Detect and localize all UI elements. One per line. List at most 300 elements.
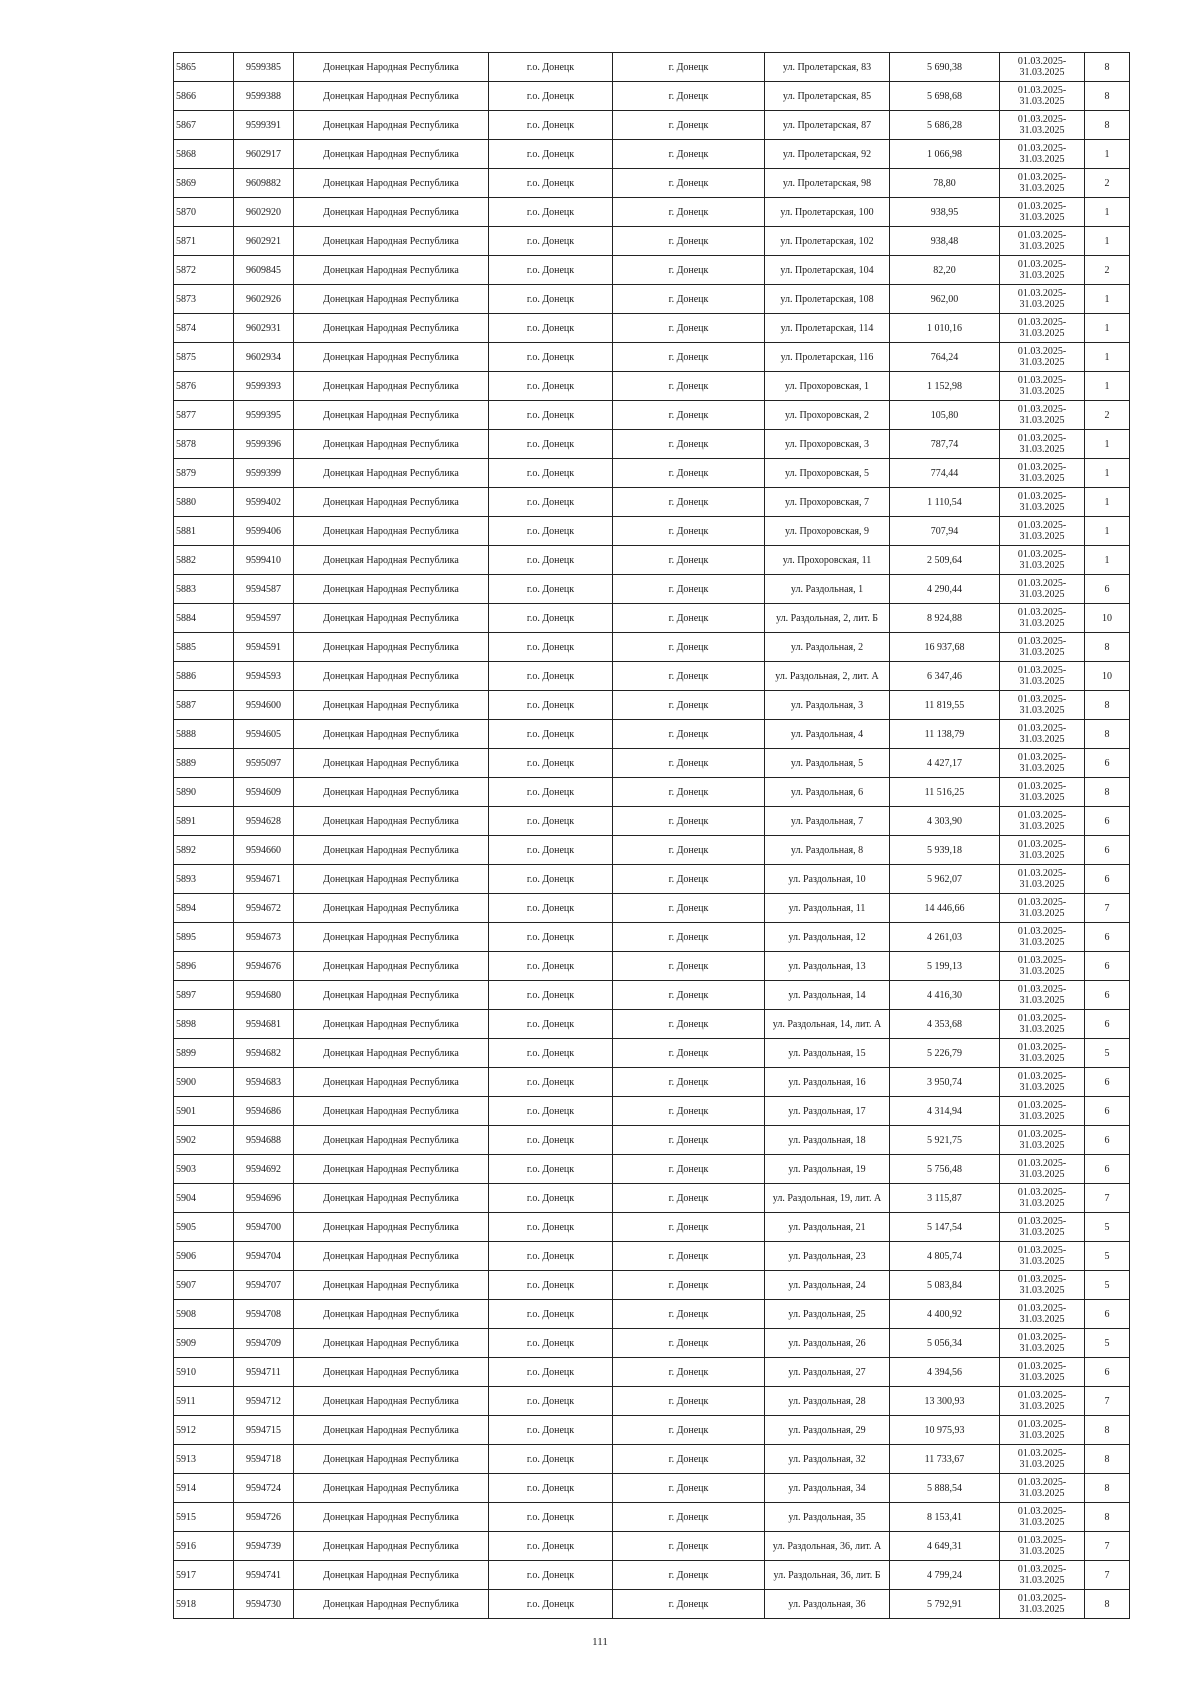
period-start: 01.03.2025- (1017, 810, 1067, 821)
period-cell (1000, 314, 1085, 343)
row-number-cell: 5890 (174, 778, 234, 807)
municipal-district-cell: г.о. Донецк (489, 1387, 613, 1416)
period-start: 01.03.2025- (1017, 462, 1067, 473)
row-number-cell: 5900 (174, 1068, 234, 1097)
count-cell: 1 (1085, 343, 1130, 372)
table-row (174, 1213, 1130, 1242)
count-cell: 1 (1085, 198, 1130, 227)
table-row (174, 430, 1130, 459)
cadastral-number-cell: 9594609 (234, 778, 294, 807)
address-cell: ул. Раздольная, 25 (765, 1300, 890, 1329)
municipal-district-cell: г.о. Донецк (489, 1068, 613, 1097)
municipal-district-cell: г.о. Донецк (489, 459, 613, 488)
period-start: 01.03.2025- (1017, 694, 1067, 705)
city-cell: г. Донецк (613, 459, 765, 488)
municipal-district-cell: г.о. Донецк (489, 1126, 613, 1155)
period-end: 31.03.2025 (1019, 647, 1065, 658)
period-end: 31.03.2025 (1019, 1604, 1065, 1615)
count-cell: 1 (1085, 285, 1130, 314)
period-start: 01.03.2025- (1017, 56, 1067, 67)
municipal-district-cell: г.о. Донецк (489, 488, 613, 517)
city-cell: г. Донецк (613, 952, 765, 981)
cadastral-number-cell: 9594741 (234, 1561, 294, 1590)
row-number-cell: 5871 (174, 227, 234, 256)
period-end: 31.03.2025 (1019, 96, 1065, 107)
cadastral-number-cell: 9594688 (234, 1126, 294, 1155)
period-cell (1000, 1155, 1085, 1184)
region-cell: Донецкая Народная Республика (294, 1590, 489, 1619)
period-start: 01.03.2025- (1017, 1042, 1067, 1053)
city-cell: г. Донецк (613, 1358, 765, 1387)
area-cell: 8 924,88 (890, 604, 1000, 633)
area-cell: 5 792,91 (890, 1590, 1000, 1619)
municipal-district-cell: г.о. Донецк (489, 314, 613, 343)
table-row (174, 1387, 1130, 1416)
table-row (174, 517, 1130, 546)
table-row (174, 53, 1130, 82)
municipal-district-cell: г.о. Донецк (489, 372, 613, 401)
table-row (174, 227, 1130, 256)
address-cell: ул. Раздольная, 10 (765, 865, 890, 894)
city-cell: г. Донецк (613, 662, 765, 691)
municipal-district-cell: г.о. Донецк (489, 1271, 613, 1300)
table-row (174, 256, 1130, 285)
count-cell: 8 (1085, 720, 1130, 749)
row-number-cell: 5899 (174, 1039, 234, 1068)
row-number-cell: 5895 (174, 923, 234, 952)
region-cell: Донецкая Народная Республика (294, 1416, 489, 1445)
cadastral-number-cell: 9594707 (234, 1271, 294, 1300)
municipal-district-cell: г.о. Донецк (489, 836, 613, 865)
period-cell (1000, 198, 1085, 227)
city-cell: г. Донецк (613, 1503, 765, 1532)
cadastral-number-cell: 9594672 (234, 894, 294, 923)
cadastral-number-cell: 9594715 (234, 1416, 294, 1445)
table-row (174, 749, 1130, 778)
municipal-district-cell: г.о. Донецк (489, 256, 613, 285)
address-cell: ул. Пролетарская, 114 (765, 314, 890, 343)
address-cell: ул. Раздольная, 12 (765, 923, 890, 952)
table-row (174, 401, 1130, 430)
cadastral-number-cell: 9599406 (234, 517, 294, 546)
period-end: 31.03.2025 (1019, 1343, 1065, 1354)
count-cell: 1 (1085, 459, 1130, 488)
period-cell (1000, 1532, 1085, 1561)
period-start: 01.03.2025- (1017, 1187, 1067, 1198)
city-cell: г. Донецк (613, 778, 765, 807)
area-cell: 764,24 (890, 343, 1000, 372)
period-end: 31.03.2025 (1019, 1053, 1065, 1064)
cadastral-number-cell: 9602917 (234, 140, 294, 169)
table-row (174, 633, 1130, 662)
count-cell: 10 (1085, 604, 1130, 633)
row-number-cell: 5888 (174, 720, 234, 749)
row-number-cell: 5894 (174, 894, 234, 923)
period-cell (1000, 575, 1085, 604)
region-cell: Донецкая Народная Республика (294, 1068, 489, 1097)
row-number-cell: 5897 (174, 981, 234, 1010)
region-cell: Донецкая Народная Республика (294, 459, 489, 488)
address-cell: ул. Раздольная, 19, лит. А (765, 1184, 890, 1213)
period-start: 01.03.2025- (1017, 636, 1067, 647)
cadastral-number-cell: 9602931 (234, 314, 294, 343)
period-end: 31.03.2025 (1019, 589, 1065, 600)
cadastral-number-cell: 9594683 (234, 1068, 294, 1097)
city-cell: г. Донецк (613, 1039, 765, 1068)
city-cell: г. Донецк (613, 1445, 765, 1474)
region-cell: Донецкая Народная Республика (294, 372, 489, 401)
period-end: 31.03.2025 (1019, 676, 1065, 687)
period-start: 01.03.2025- (1017, 1506, 1067, 1517)
city-cell: г. Донецк (613, 1126, 765, 1155)
period-end: 31.03.2025 (1019, 850, 1065, 861)
area-cell: 938,95 (890, 198, 1000, 227)
cadastral-number-cell: 9599396 (234, 430, 294, 459)
cadastral-number-cell: 9594660 (234, 836, 294, 865)
region-cell: Донецкая Народная Республика (294, 488, 489, 517)
period-cell (1000, 1271, 1085, 1300)
cadastral-number-cell: 9594605 (234, 720, 294, 749)
area-cell: 5 962,07 (890, 865, 1000, 894)
period-start: 01.03.2025- (1017, 172, 1067, 183)
municipal-district-cell: г.о. Донецк (489, 691, 613, 720)
period-cell (1000, 1126, 1085, 1155)
row-number-cell: 5865 (174, 53, 234, 82)
row-number-cell: 5911 (174, 1387, 234, 1416)
table-row (174, 1155, 1130, 1184)
page-number: 111 (592, 1636, 608, 1648)
period-end: 31.03.2025 (1019, 183, 1065, 194)
table-row (174, 1474, 1130, 1503)
city-cell: г. Донецк (613, 82, 765, 111)
city-cell: г. Донецк (613, 285, 765, 314)
municipal-district-cell: г.о. Донецк (489, 1184, 613, 1213)
table-row (174, 662, 1130, 691)
address-cell: ул. Прохоровская, 7 (765, 488, 890, 517)
region-cell: Донецкая Народная Республика (294, 256, 489, 285)
period-cell (1000, 1387, 1085, 1416)
count-cell: 6 (1085, 923, 1130, 952)
address-cell: ул. Раздольная, 32 (765, 1445, 890, 1474)
address-cell: ул. Раздольная, 13 (765, 952, 890, 981)
table-row (174, 546, 1130, 575)
period-end: 31.03.2025 (1019, 1546, 1065, 1557)
municipal-district-cell: г.о. Донецк (489, 1445, 613, 1474)
period-cell (1000, 459, 1085, 488)
city-cell: г. Донецк (613, 546, 765, 575)
row-number-cell: 5868 (174, 140, 234, 169)
city-cell: г. Донецк (613, 372, 765, 401)
cadastral-number-cell: 9594600 (234, 691, 294, 720)
period-end: 31.03.2025 (1019, 879, 1065, 890)
table-row (174, 1010, 1130, 1039)
table-row (174, 343, 1130, 372)
address-cell: ул. Раздольная, 27 (765, 1358, 890, 1387)
period-end: 31.03.2025 (1019, 444, 1065, 455)
address-cell: ул. Раздольная, 2, лит. Б (765, 604, 890, 633)
period-start: 01.03.2025- (1017, 839, 1067, 850)
region-cell: Донецкая Народная Республика (294, 575, 489, 604)
area-cell: 5 147,54 (890, 1213, 1000, 1242)
area-cell: 938,48 (890, 227, 1000, 256)
area-cell: 962,00 (890, 285, 1000, 314)
region-cell: Донецкая Народная Республика (294, 1474, 489, 1503)
registry-table (173, 52, 1130, 1619)
table-row (174, 1097, 1130, 1126)
cadastral-number-cell: 9594680 (234, 981, 294, 1010)
period-end: 31.03.2025 (1019, 1430, 1065, 1441)
period-end: 31.03.2025 (1019, 1256, 1065, 1267)
municipal-district-cell: г.о. Донецк (489, 633, 613, 662)
cadastral-number-cell: 9594739 (234, 1532, 294, 1561)
city-cell: г. Донецк (613, 1184, 765, 1213)
municipal-district-cell: г.о. Донецк (489, 1532, 613, 1561)
address-cell: ул. Раздольная, 7 (765, 807, 890, 836)
region-cell: Донецкая Народная Республика (294, 1155, 489, 1184)
table-row (174, 1126, 1130, 1155)
municipal-district-cell: г.о. Донецк (489, 1097, 613, 1126)
municipal-district-cell: г.о. Донецк (489, 1503, 613, 1532)
municipal-district-cell: г.о. Донецк (489, 1010, 613, 1039)
count-cell: 7 (1085, 1387, 1130, 1416)
count-cell: 7 (1085, 1532, 1130, 1561)
row-number-cell: 5901 (174, 1097, 234, 1126)
period-end: 31.03.2025 (1019, 1517, 1065, 1528)
row-number-cell: 5915 (174, 1503, 234, 1532)
region-cell: Донецкая Народная Республика (294, 227, 489, 256)
period-start: 01.03.2025- (1017, 1390, 1067, 1401)
row-number-cell: 5884 (174, 604, 234, 633)
city-cell: г. Донецк (613, 198, 765, 227)
table-row (174, 1532, 1130, 1561)
cadastral-number-cell: 9602926 (234, 285, 294, 314)
period-start: 01.03.2025- (1017, 114, 1067, 125)
cadastral-number-cell: 9594711 (234, 1358, 294, 1387)
region-cell: Донецкая Народная Республика (294, 952, 489, 981)
region-cell: Донецкая Народная Республика (294, 314, 489, 343)
municipal-district-cell: г.о. Донецк (489, 720, 613, 749)
period-cell (1000, 256, 1085, 285)
count-cell: 5 (1085, 1039, 1130, 1068)
municipal-district-cell: г.о. Донецк (489, 923, 613, 952)
address-cell: ул. Раздольная, 4 (765, 720, 890, 749)
period-cell (1000, 169, 1085, 198)
period-end: 31.03.2025 (1019, 821, 1065, 832)
address-cell: ул. Пролетарская, 116 (765, 343, 890, 372)
table-row (174, 169, 1130, 198)
table-row (174, 140, 1130, 169)
region-cell: Донецкая Народная Республика (294, 1242, 489, 1271)
count-cell: 6 (1085, 807, 1130, 836)
period-end: 31.03.2025 (1019, 705, 1065, 716)
address-cell: ул. Прохоровская, 3 (765, 430, 890, 459)
municipal-district-cell: г.о. Донецк (489, 546, 613, 575)
area-cell: 4 799,24 (890, 1561, 1000, 1590)
area-cell: 11 733,67 (890, 1445, 1000, 1474)
region-cell: Донецкая Народная Республика (294, 633, 489, 662)
cadastral-number-cell: 9599385 (234, 53, 294, 82)
period-cell (1000, 430, 1085, 459)
area-cell: 4 290,44 (890, 575, 1000, 604)
count-cell: 1 (1085, 140, 1130, 169)
count-cell: 8 (1085, 778, 1130, 807)
period-start: 01.03.2025- (1017, 375, 1067, 386)
period-cell (1000, 1358, 1085, 1387)
period-cell (1000, 82, 1085, 111)
period-end: 31.03.2025 (1019, 473, 1065, 484)
municipal-district-cell: г.о. Донецк (489, 1155, 613, 1184)
count-cell: 6 (1085, 1010, 1130, 1039)
count-cell: 6 (1085, 1358, 1130, 1387)
city-cell: г. Донецк (613, 314, 765, 343)
period-start: 01.03.2025- (1017, 1419, 1067, 1430)
area-cell: 13 300,93 (890, 1387, 1000, 1416)
municipal-district-cell: г.о. Донецк (489, 952, 613, 981)
area-cell: 5 939,18 (890, 836, 1000, 865)
region-cell: Донецкая Народная Республика (294, 923, 489, 952)
period-cell (1000, 952, 1085, 981)
area-cell: 4 400,92 (890, 1300, 1000, 1329)
count-cell: 1 (1085, 227, 1130, 256)
period-cell (1000, 691, 1085, 720)
count-cell: 5 (1085, 1271, 1130, 1300)
region-cell: Донецкая Народная Республика (294, 865, 489, 894)
region-cell: Донецкая Народная Республика (294, 1300, 489, 1329)
municipal-district-cell: г.о. Донецк (489, 285, 613, 314)
area-cell: 4 314,94 (890, 1097, 1000, 1126)
row-number-cell: 5891 (174, 807, 234, 836)
period-start: 01.03.2025- (1017, 1158, 1067, 1169)
table-row (174, 1329, 1130, 1358)
period-cell (1000, 1039, 1085, 1068)
table-row (174, 372, 1130, 401)
period-end: 31.03.2025 (1019, 734, 1065, 745)
period-end: 31.03.2025 (1019, 1459, 1065, 1470)
table-row (174, 1416, 1130, 1445)
region-cell: Донецкая Народная Республика (294, 140, 489, 169)
period-start: 01.03.2025- (1017, 665, 1067, 676)
cadastral-number-cell: 9609882 (234, 169, 294, 198)
municipal-district-cell: г.о. Донецк (489, 1300, 613, 1329)
cadastral-number-cell: 9599399 (234, 459, 294, 488)
address-cell: ул. Раздольная, 34 (765, 1474, 890, 1503)
area-cell: 6 347,46 (890, 662, 1000, 691)
municipal-district-cell: г.о. Донецк (489, 82, 613, 111)
area-cell: 82,20 (890, 256, 1000, 285)
address-cell: ул. Раздольная, 24 (765, 1271, 890, 1300)
area-cell: 11 138,79 (890, 720, 1000, 749)
region-cell: Донецкая Народная Республика (294, 604, 489, 633)
period-cell (1000, 923, 1085, 952)
region-cell: Донецкая Народная Республика (294, 1213, 489, 1242)
area-cell: 707,94 (890, 517, 1000, 546)
city-cell: г. Донецк (613, 1416, 765, 1445)
municipal-district-cell: г.о. Донецк (489, 1590, 613, 1619)
cadastral-number-cell: 9594700 (234, 1213, 294, 1242)
region-cell: Донецкая Народная Республика (294, 343, 489, 372)
count-cell: 6 (1085, 1097, 1130, 1126)
city-cell: г. Донецк (613, 1010, 765, 1039)
period-cell (1000, 1068, 1085, 1097)
period-cell (1000, 604, 1085, 633)
address-cell: ул. Раздольная, 36, лит. Б (765, 1561, 890, 1590)
period-start: 01.03.2025- (1017, 230, 1067, 241)
area-cell: 787,74 (890, 430, 1000, 459)
region-cell: Донецкая Народная Республика (294, 1271, 489, 1300)
row-number-cell: 5869 (174, 169, 234, 198)
period-end: 31.03.2025 (1019, 560, 1065, 571)
city-cell: г. Донецк (613, 1474, 765, 1503)
city-cell: г. Донецк (613, 140, 765, 169)
region-cell: Донецкая Народная Республика (294, 401, 489, 430)
period-cell (1000, 401, 1085, 430)
count-cell: 6 (1085, 836, 1130, 865)
city-cell: г. Донецк (613, 1300, 765, 1329)
municipal-district-cell: г.о. Донецк (489, 1561, 613, 1590)
row-number-cell: 5917 (174, 1561, 234, 1590)
area-cell: 78,80 (890, 169, 1000, 198)
row-number-cell: 5873 (174, 285, 234, 314)
period-start: 01.03.2025- (1017, 1129, 1067, 1140)
table-row (174, 1503, 1130, 1532)
area-cell: 10 975,93 (890, 1416, 1000, 1445)
period-start: 01.03.2025- (1017, 143, 1067, 154)
region-cell: Донецкая Народная Республика (294, 1387, 489, 1416)
cadastral-number-cell: 9599410 (234, 546, 294, 575)
period-start: 01.03.2025- (1017, 520, 1067, 531)
municipal-district-cell: г.о. Донецк (489, 662, 613, 691)
city-cell: г. Донецк (613, 807, 765, 836)
period-end: 31.03.2025 (1019, 328, 1065, 339)
area-cell: 5 921,75 (890, 1126, 1000, 1155)
municipal-district-cell: г.о. Донецк (489, 1416, 613, 1445)
count-cell: 7 (1085, 1184, 1130, 1213)
period-end: 31.03.2025 (1019, 357, 1065, 368)
cadastral-number-cell: 9594708 (234, 1300, 294, 1329)
row-number-cell: 5902 (174, 1126, 234, 1155)
cadastral-number-cell: 9594682 (234, 1039, 294, 1068)
cadastral-number-cell: 9595097 (234, 749, 294, 778)
count-cell: 7 (1085, 1561, 1130, 1590)
region-cell: Донецкая Народная Республика (294, 749, 489, 778)
city-cell: г. Донецк (613, 169, 765, 198)
row-number-cell: 5885 (174, 633, 234, 662)
municipal-district-cell: г.о. Донецк (489, 1242, 613, 1271)
row-number-cell: 5889 (174, 749, 234, 778)
table-row (174, 1068, 1130, 1097)
row-number-cell: 5878 (174, 430, 234, 459)
row-number-cell: 5883 (174, 575, 234, 604)
period-start: 01.03.2025- (1017, 288, 1067, 299)
cadastral-number-cell: 9599393 (234, 372, 294, 401)
city-cell: г. Донецк (613, 1590, 765, 1619)
period-start: 01.03.2025- (1017, 433, 1067, 444)
area-cell: 4 303,90 (890, 807, 1000, 836)
period-cell (1000, 1445, 1085, 1474)
period-cell (1000, 1561, 1085, 1590)
region-cell: Донецкая Народная Республика (294, 82, 489, 111)
municipal-district-cell: г.о. Донецк (489, 430, 613, 459)
area-cell: 5 199,13 (890, 952, 1000, 981)
cadastral-number-cell: 9602921 (234, 227, 294, 256)
cadastral-number-cell: 9594718 (234, 1445, 294, 1474)
municipal-district-cell: г.о. Донецк (489, 517, 613, 546)
period-end: 31.03.2025 (1019, 618, 1065, 629)
table-row (174, 111, 1130, 140)
count-cell: 8 (1085, 633, 1130, 662)
period-start: 01.03.2025- (1017, 1361, 1067, 1372)
municipal-district-cell: г.о. Донецк (489, 140, 613, 169)
